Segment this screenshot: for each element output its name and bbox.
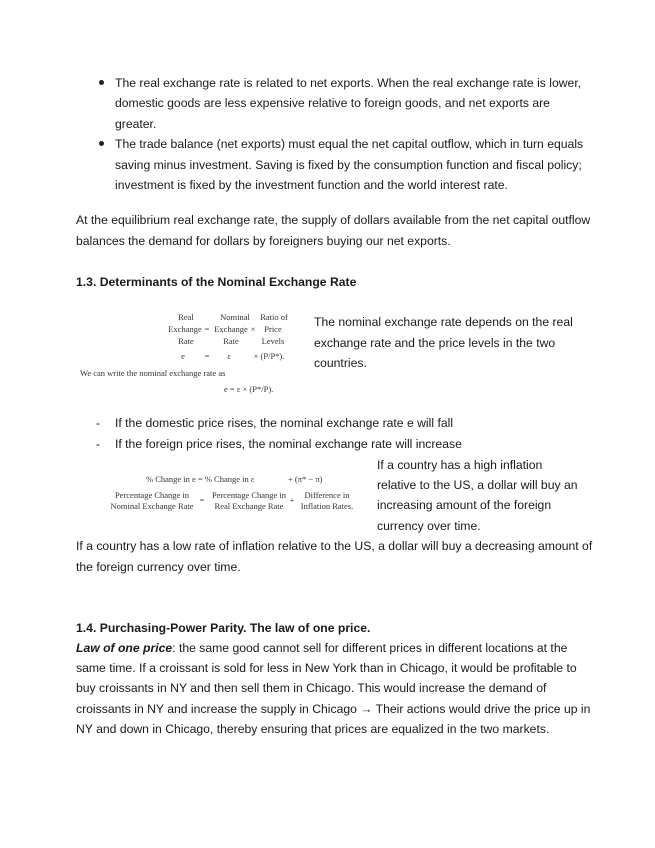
law-of-one-price-line-5: NY and down in Chicago, thereby ensuring that prices are equalized in the two markets. bbox=[76, 722, 550, 736]
formula-note: We can write the nominal exchange rate as bbox=[80, 368, 226, 378]
law-of-one-price-line-2: same time. If a croissant is sold for less in New York than in Chicago, it would be profitable to bbox=[76, 661, 577, 675]
formula-label: Ratio of bbox=[260, 312, 288, 322]
law-definition: : the same good cannot sell for different prices in different locations at the bbox=[172, 641, 568, 655]
formula-label: Price bbox=[264, 324, 282, 334]
dash-item-2: If the foreign price rises, the nominal exchange rate will increase bbox=[115, 437, 462, 451]
section-heading-1-3: 1.3. Determinants of the Nominal Exchange Rate bbox=[76, 275, 357, 289]
law-term: Law of one price bbox=[76, 641, 173, 655]
formula-label: = bbox=[204, 324, 210, 334]
low-inflation-line-1: If a country has a low rate of inflation relative to the US, a dollar will buy a decreasing amount of bbox=[76, 539, 593, 553]
formula-label: Levels bbox=[261, 336, 285, 346]
formula2-label: Inflation Rates. bbox=[300, 501, 354, 511]
formula-final: e = ε × (P*/P). bbox=[224, 384, 274, 394]
formula2-label: Nominal Exchange Rate bbox=[110, 501, 194, 511]
equilibrium-paragraph-line-2: balances the demand for dollars by foreigners buying our net exports. bbox=[76, 234, 451, 248]
bullet-2-line-2: saving minus investment. Saving is fixed by the consumption function and fiscal policy; bbox=[115, 158, 582, 172]
formula2-top: % Change in e = % Change in ε bbox=[146, 474, 255, 484]
formula-label: ε bbox=[227, 351, 231, 361]
dash-marker: - bbox=[96, 437, 101, 451]
formula-label: e bbox=[181, 351, 185, 361]
formula2-label: Real Exchange Rate bbox=[214, 501, 284, 511]
bullet-1-line-2: domestic goods are less expensive relative to foreign goods, and net exports are bbox=[115, 96, 550, 110]
side2-line-2: relative to the US, a dollar will buy an bbox=[377, 478, 578, 492]
equilibrium-paragraph-line-1: At the equilibrium real exchange rate, the supply of dollars available from the net capital outflow bbox=[76, 213, 591, 227]
formula-label: Rate bbox=[178, 336, 194, 346]
side2-line-3: increasing amount of the foreign bbox=[377, 498, 552, 512]
dash-item-1: If the domestic price rises, the nominal exchange rate e will fall bbox=[115, 416, 454, 430]
formula2-label: Percentage Change in bbox=[211, 490, 287, 500]
formula2-top-right: + (π* − π) bbox=[288, 474, 323, 484]
formula2-label: Difference in bbox=[304, 490, 350, 500]
side2-line-1: If a country has a high inflation bbox=[377, 458, 543, 472]
formula-label: Real bbox=[178, 312, 194, 322]
law-of-one-price-line-4: croissants in NY and increase the supply in Chicago → Their actions would drive the price up in bbox=[76, 702, 591, 716]
side-text-line-1: The nominal exchange rate depends on the real bbox=[314, 315, 573, 329]
side-text-line-2: exchange rate and the price levels in the two bbox=[314, 336, 556, 350]
bullet-2-line-3: investment is fixed by the investment function and the world interest rate. bbox=[115, 178, 508, 192]
law-of-one-price-line-3: buy croissants in NY and then sell them in Chicago. This would increase the demand of bbox=[76, 681, 547, 695]
side-text-line-3: countries. bbox=[314, 356, 367, 370]
bullet-1-line-1: The real exchange rate is related to net exports. When the real exchange rate is lower, bbox=[115, 76, 582, 90]
formula2-label: = bbox=[199, 495, 205, 505]
formula-label: Exchange bbox=[168, 324, 202, 334]
side2-line-4: currency over time. bbox=[377, 519, 481, 533]
bullet-dot-icon bbox=[99, 80, 104, 85]
formula2-label: Percentage Change in bbox=[114, 490, 190, 500]
dash-marker: - bbox=[96, 416, 101, 430]
formula-label: = bbox=[204, 351, 210, 361]
section-heading-1-4: 1.4. Purchasing-Power Parity. The law of one price. bbox=[76, 621, 371, 635]
bullet-2-line-1: The trade balance (net exports) must equal the net capital outflow, which in turn equals bbox=[115, 137, 584, 151]
low-inflation-line-2: the foreign currency over time. bbox=[76, 560, 241, 574]
formula-label: × bbox=[250, 324, 256, 334]
formula-label: Exchange bbox=[214, 324, 248, 334]
bullet-1-line-3: greater. bbox=[115, 117, 157, 131]
law-of-one-price-line-1 bbox=[76, 638, 567, 658]
formula2-label: + bbox=[289, 495, 295, 505]
formula-label: × (P/P*). bbox=[253, 351, 285, 361]
formula-label: Rate bbox=[223, 336, 239, 346]
formula-label: Nominal bbox=[220, 312, 250, 322]
bullet-dot-icon bbox=[99, 141, 104, 146]
